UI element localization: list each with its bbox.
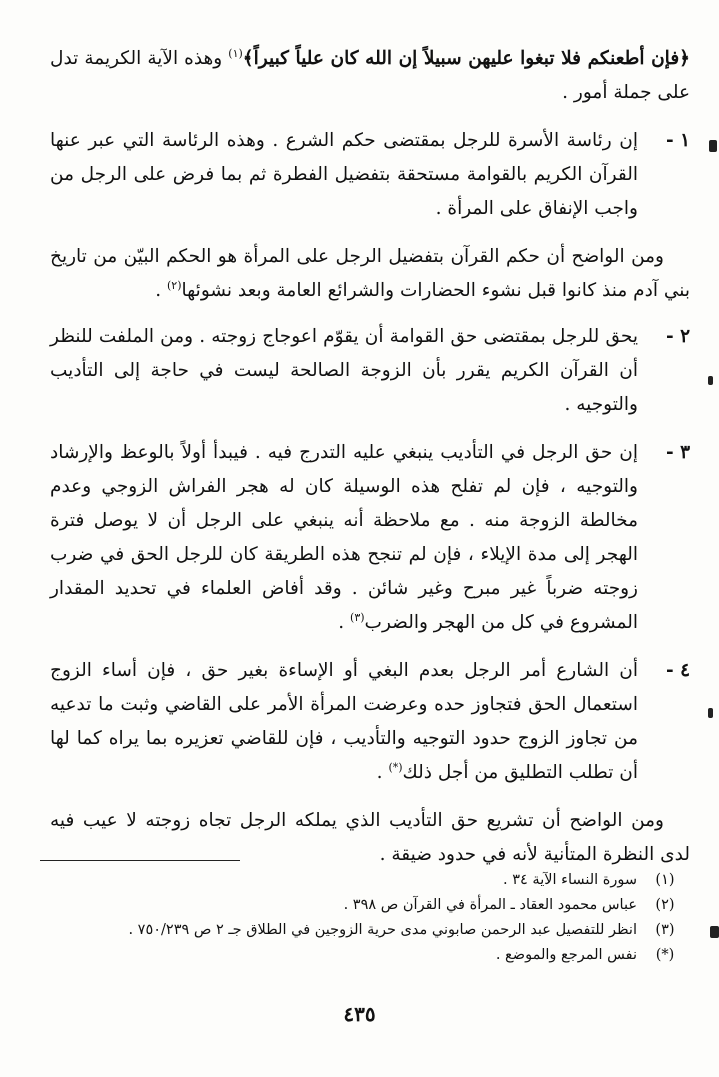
footnote-1 xyxy=(39,868,679,893)
footnote-3 xyxy=(39,918,679,943)
footnote-number: (٢) xyxy=(655,897,675,913)
footnote-2 xyxy=(39,893,679,918)
item-number: ١ - xyxy=(665,130,690,151)
intro-paragraph xyxy=(50,42,690,110)
item-text: إن رئاسة الأسرة للرجل بمقتضى حكم الشرع . وهذه الرئاسة التي عبر عنها القرآن الكريم بالقوامة مستحقة بتفضيل الفطرة ثم بما فرض على الرجل من واجب الإنفاق على المرأة . xyxy=(50,130,638,219)
item-number: ٣ - xyxy=(665,442,690,463)
paragraph-text: ومن الواضح أن تشريع حق التأديب الذي يملكه الرجل تجاه زوجته لا عيب فيه لدى النظرة المتأنية لأنه في حدود ضيقة . xyxy=(50,810,690,865)
footnote-text: انظر للتفصيل عبد الرحمن صابوني مدى حرية الزوجين في الطلاق جـ ٢ ص ٧٥٠/٢٣٩ . xyxy=(128,922,637,938)
item-text: أن الشارع أمر الرجل بعدم البغي أو الإساءة بغير حق ، فإن أساء الزوج استعمال الحق فتجاوز حده وعرضت المرأة الأمر على القاضي وثبت ما تدعيه من تجاوز الزوج حدود التوجيه والتأديب ، فإن للقاضي تعزيره بما يراه كما لها أن تطلب التطليق من أجل ذلك xyxy=(50,660,638,783)
footnotes xyxy=(39,868,679,968)
footnote-divider xyxy=(40,860,240,861)
item-tail: . xyxy=(376,762,389,783)
explanatory-paragraph-1 xyxy=(50,240,690,308)
list-item-1 xyxy=(50,124,690,226)
quran-quote: ﴿فإن أطعنكم فلا تبغوا عليهن سبيلاً إن الله كان علياً كبيراً﴾ xyxy=(242,48,691,69)
explanatory-paragraph-2 xyxy=(50,804,690,872)
footnote-ref: (*) xyxy=(388,760,403,774)
scan-mark xyxy=(710,926,719,938)
footnote-number: (١) xyxy=(655,872,675,888)
footnote-text: عباس محمود العقاد ـ المرأة في القرآن ص ٣٩٨ . xyxy=(343,897,637,913)
paragraph-tail: . xyxy=(155,280,167,301)
intro-rest: وهذه الآية الكريمة تدل على جملة أمور . xyxy=(50,48,690,103)
page-body xyxy=(50,42,690,876)
footnote-text: سورة النساء الآية ٣٤ . xyxy=(503,872,637,888)
scan-mark xyxy=(708,376,713,385)
footnote-text: نفس المرجع والموضع . xyxy=(495,947,637,963)
item-tail: . xyxy=(338,612,351,633)
list-item-3 xyxy=(50,436,690,640)
page-number: ٤٣٥ xyxy=(343,1002,376,1026)
footnote-ref: (٢) xyxy=(167,278,182,292)
item-text: إن حق الرجل في التأديب ينبغي عليه التدرج فيه . فيبدأ أولاً بالوعظ والإرشاد والتوجيه ، فإن لم تفلح هذه الوسيلة كان له هجر الفراش الزوجي وعدم مخالطة الزوجة منه . مع ملاحظة أنه ينبغي على الرجل أن لا يوصل فترة الهجر إلى مدة الإيلاء ، فإن لم تنجح هذه الطريقة كان للرجل الحق في ضرب زوجته ضرباً غير مبرح وغير شائن . وقد أفاض العلماء في تحديد المقدار المشروع في كل من الهجر والضرب xyxy=(50,442,638,633)
item-number: ٢ - xyxy=(665,326,690,347)
scan-mark xyxy=(709,140,717,152)
item-text: يحق للرجل بمقتضى حق القوامة أن يقوّم اعوجاج زوجته . ومن الملفت للنظر أن القرآن الكريم يقرر بأن الزوجة الصالحة ليست في حاجة إلى التأديب والتوجيه . xyxy=(50,326,638,415)
paragraph-text: ومن الواضح أن حكم القرآن بتفضيل الرجل على المرأة هو الحكم البيّن من تاريخ بني آدم منذ كانوا قبل نشوء الحضارات والشرائع العامة وبعد نشوئها xyxy=(50,246,690,301)
list-item-2 xyxy=(50,320,690,422)
scan-mark xyxy=(708,708,713,718)
footnote-number: (٣) xyxy=(655,922,675,938)
footnote-ref: (١) xyxy=(228,46,243,60)
footnote-number: (*) xyxy=(655,947,675,963)
footnote-ref: (٣) xyxy=(350,610,365,624)
footnote-4 xyxy=(39,943,679,968)
list-item-4 xyxy=(50,654,690,790)
item-number: ٤ - xyxy=(665,660,690,681)
